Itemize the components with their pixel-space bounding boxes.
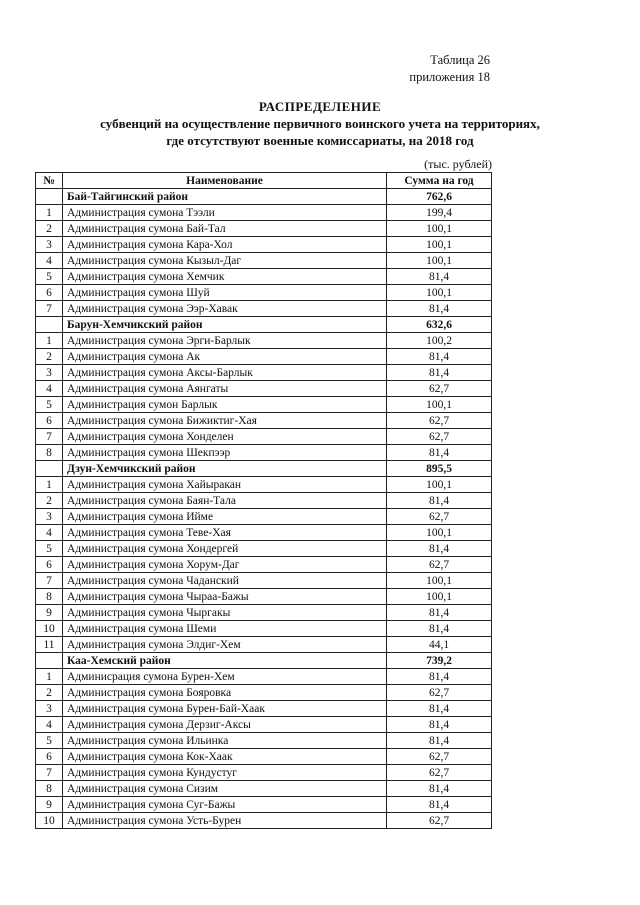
row-sum: 100,1: [387, 573, 492, 589]
row-name: Администрация сумона Хондергей: [63, 541, 387, 557]
district-total: 762,6: [387, 189, 492, 205]
row-name: Администрация сумона Суг-Бажы: [63, 797, 387, 813]
row-sum: 81,4: [387, 365, 492, 381]
row-sum: 100,1: [387, 589, 492, 605]
row-name: Администрация сумона Кара-Хол: [63, 237, 387, 253]
row-number: 7: [36, 765, 63, 781]
column-header-sum: Сумма на год: [387, 173, 492, 189]
table-row: [36, 349, 492, 365]
table-row: [36, 765, 492, 781]
district-total: 895,5: [387, 461, 492, 477]
table-row: [36, 813, 492, 829]
table-row: [36, 509, 492, 525]
district-name: Барун-Хемчикский район: [63, 317, 387, 333]
column-header-number: №: [36, 173, 63, 189]
district-row: [36, 461, 492, 477]
row-sum: 81,4: [387, 541, 492, 557]
table-row: [36, 605, 492, 621]
row-number: 3: [36, 509, 63, 525]
row-number: 4: [36, 381, 63, 397]
title-line-2: где отсутствуют военные комиссариаты, на 2018 год: [166, 133, 474, 148]
table-row: [36, 237, 492, 253]
table-row: [36, 477, 492, 493]
row-name: Администрация сумона Чыраа-Бажы: [63, 589, 387, 605]
table-row: [36, 589, 492, 605]
row-number: 5: [36, 733, 63, 749]
row-sum: 81,4: [387, 493, 492, 509]
row-name: Администрация сумона Хайыракан: [63, 477, 387, 493]
row-number: 1: [36, 205, 63, 221]
row-name: Администрация сумона Бижиктиг-Хая: [63, 413, 387, 429]
table-row: [36, 413, 492, 429]
district-number-cell: [36, 461, 63, 477]
row-name: Администрация сумона Аянгаты: [63, 381, 387, 397]
row-sum: 62,7: [387, 813, 492, 829]
row-name: Администрация сумона Ийме: [63, 509, 387, 525]
row-sum: 62,7: [387, 749, 492, 765]
district-total: 739,2: [387, 653, 492, 669]
row-sum: 62,7: [387, 429, 492, 445]
row-number: 9: [36, 605, 63, 621]
district-name: Бай-Тайгинский район: [63, 189, 387, 205]
row-number: 1: [36, 333, 63, 349]
table-row: [36, 637, 492, 653]
table-row: [36, 733, 492, 749]
row-sum: 100,1: [387, 253, 492, 269]
table-row: [36, 285, 492, 301]
row-name: Администрация сумона Дерзиг-Аксы: [63, 717, 387, 733]
district-number-cell: [36, 189, 63, 205]
row-sum: 100,1: [387, 525, 492, 541]
row-name: Администрация сумона Хемчик: [63, 269, 387, 285]
district-row: [36, 189, 492, 205]
row-name: Администрация сумона Кок-Хаак: [63, 749, 387, 765]
row-name: Администрация сумона Усть-Бурен: [63, 813, 387, 829]
row-name: Администрация сумона Ээр-Хавак: [63, 301, 387, 317]
row-number: 4: [36, 525, 63, 541]
row-name: Администрация сумона Аксы-Барлык: [63, 365, 387, 381]
row-sum: 81,4: [387, 797, 492, 813]
row-name: Администрация сумона Ак: [63, 349, 387, 365]
table-row: [36, 701, 492, 717]
row-number: 6: [36, 557, 63, 573]
row-number: 3: [36, 701, 63, 717]
district-total: 632,6: [387, 317, 492, 333]
row-sum: 81,4: [387, 301, 492, 317]
row-number: 7: [36, 429, 63, 445]
row-number: 8: [36, 445, 63, 461]
row-number: 2: [36, 349, 63, 365]
document-reference: [409, 52, 490, 86]
row-number: 6: [36, 285, 63, 301]
column-header-name: Наименование: [63, 173, 387, 189]
title-main: РАСПРЕДЕЛЕНИЕ: [258, 99, 382, 114]
row-name: Администрация сумона Хорум-Даг: [63, 557, 387, 573]
table-row: [36, 365, 492, 381]
table-row: [36, 493, 492, 509]
row-name: Администрация сумона Кундустуг: [63, 765, 387, 781]
row-name: Администрация сумона Сизим: [63, 781, 387, 797]
district-name: Дзун-Хемчикский район: [63, 461, 387, 477]
row-name: Администрация сумона Эрги-Барлык: [63, 333, 387, 349]
units-note: (тыс. рублей): [424, 157, 492, 171]
district-number-cell: [36, 653, 63, 669]
row-number: 2: [36, 221, 63, 237]
row-sum: 81,4: [387, 701, 492, 717]
appendix-label: приложения 18: [409, 70, 490, 84]
row-sum: 81,4: [387, 733, 492, 749]
row-name: Администрация сумона Баян-Тала: [63, 493, 387, 509]
table-row: [36, 525, 492, 541]
row-number: 8: [36, 781, 63, 797]
row-number: 11: [36, 637, 63, 653]
row-number: 4: [36, 253, 63, 269]
row-number: 3: [36, 237, 63, 253]
row-number: 4: [36, 717, 63, 733]
row-name: Администрация сумона Теве-Хая: [63, 525, 387, 541]
row-name: Администрация сумона Хонделен: [63, 429, 387, 445]
row-number: 2: [36, 493, 63, 509]
row-sum: 81,4: [387, 717, 492, 733]
table-row: [36, 253, 492, 269]
table-row: [36, 797, 492, 813]
table-row: [36, 573, 492, 589]
row-sum: 62,7: [387, 557, 492, 573]
row-sum: 81,4: [387, 445, 492, 461]
table-row: [36, 541, 492, 557]
row-name: Администрация сумона Кызыл-Даг: [63, 253, 387, 269]
row-sum: 100,1: [387, 397, 492, 413]
table-row: [36, 557, 492, 573]
row-name: Администрация сумона Шеми: [63, 621, 387, 637]
table-row: [36, 397, 492, 413]
row-name: Администрация сумона Шуй: [63, 285, 387, 301]
row-sum: 100,1: [387, 477, 492, 493]
row-name: Администрация сумона Ильинка: [63, 733, 387, 749]
row-number: 1: [36, 669, 63, 685]
row-number: 5: [36, 397, 63, 413]
row-name: Администрация сумона Бай-Тал: [63, 221, 387, 237]
row-sum: 100,1: [387, 237, 492, 253]
row-sum: 62,7: [387, 381, 492, 397]
table-row: [36, 685, 492, 701]
distribution-table: [35, 172, 492, 829]
row-number: 7: [36, 573, 63, 589]
row-name: Администрация сумона Шекпээр: [63, 445, 387, 461]
row-name: Администрация сумона Тээли: [63, 205, 387, 221]
row-number: 3: [36, 365, 63, 381]
row-number: 9: [36, 797, 63, 813]
row-sum: 62,7: [387, 765, 492, 781]
table-number-label: Таблица 26: [430, 53, 490, 67]
row-number: 6: [36, 749, 63, 765]
row-sum: 199,4: [387, 205, 492, 221]
row-sum: 81,4: [387, 605, 492, 621]
row-number: 8: [36, 589, 63, 605]
row-number: 5: [36, 541, 63, 557]
row-name: Администрация сумона Бояровка: [63, 685, 387, 701]
table-row: [36, 749, 492, 765]
row-name: Администрация сумона Чаданский: [63, 573, 387, 589]
row-name: Администрация сумона Чыргакы: [63, 605, 387, 621]
table-row: [36, 429, 492, 445]
row-sum: 81,4: [387, 269, 492, 285]
district-row: [36, 653, 492, 669]
row-sum: 81,4: [387, 669, 492, 685]
table-row: [36, 333, 492, 349]
table-header-row: [36, 173, 492, 189]
table-row: [36, 669, 492, 685]
document-title: [0, 98, 640, 149]
row-number: 2: [36, 685, 63, 701]
table-body: [36, 189, 492, 829]
row-number: 6: [36, 413, 63, 429]
row-name: Администрация сумон Барлык: [63, 397, 387, 413]
row-number: 5: [36, 269, 63, 285]
row-name: Администрация сумона Элдиг-Хем: [63, 637, 387, 653]
row-sum: 81,4: [387, 781, 492, 797]
row-sum: 100,1: [387, 285, 492, 301]
row-number: 10: [36, 621, 63, 637]
row-name: Админисрация сумона Бурен-Хем: [63, 669, 387, 685]
row-sum: 100,2: [387, 333, 492, 349]
table-row: [36, 221, 492, 237]
district-row: [36, 317, 492, 333]
table-row: [36, 381, 492, 397]
row-sum: 81,4: [387, 621, 492, 637]
row-sum: 62,7: [387, 509, 492, 525]
district-name: Каа-Хемский район: [63, 653, 387, 669]
district-number-cell: [36, 317, 63, 333]
table-row: [36, 205, 492, 221]
table-row: [36, 269, 492, 285]
row-sum: 62,7: [387, 413, 492, 429]
table-row: [36, 301, 492, 317]
row-number: 10: [36, 813, 63, 829]
table-row: [36, 781, 492, 797]
row-sum: 81,4: [387, 349, 492, 365]
row-sum: 44,1: [387, 637, 492, 653]
title-line-1: субвенций на осуществление первичного воинского учета на территориях,: [100, 116, 540, 131]
table-row: [36, 717, 492, 733]
row-name: Администрация сумона Бурен-Бай-Хаак: [63, 701, 387, 717]
table-row: [36, 445, 492, 461]
row-number: 1: [36, 477, 63, 493]
row-sum: 100,1: [387, 221, 492, 237]
table-row: [36, 621, 492, 637]
row-number: 7: [36, 301, 63, 317]
row-sum: 62,7: [387, 685, 492, 701]
